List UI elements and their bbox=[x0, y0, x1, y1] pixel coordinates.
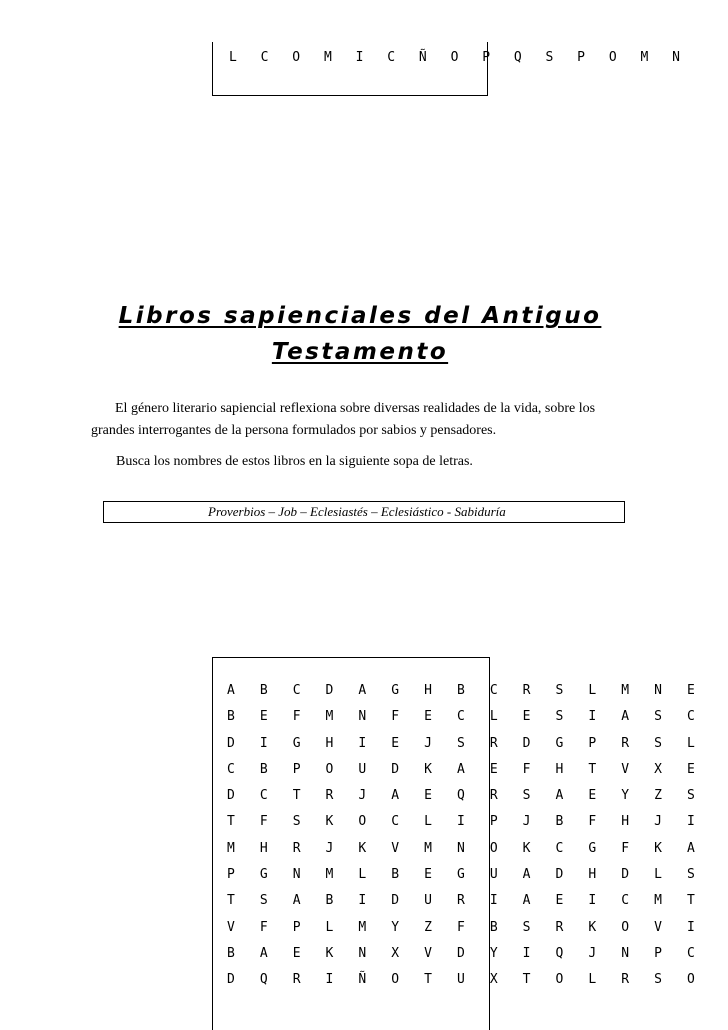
grid-row: C B P O U D K A E F H T V X E bbox=[227, 761, 704, 777]
grid-row: T F S K O C L I P J B F H J I bbox=[227, 814, 704, 830]
word-search-grid-box bbox=[212, 657, 704, 1030]
title-line-1: Libros sapienciales del Antiguo bbox=[118, 303, 602, 329]
grid-row: M H R J K V M N O K C G F K A bbox=[227, 840, 704, 856]
instruction-text: Busca los nombres de estos libros en la siguiente sopa de letras. bbox=[116, 454, 473, 469]
grid-row: D Q R I Ñ O T U X T O L R S O bbox=[227, 972, 704, 988]
page-title bbox=[100, 298, 620, 370]
grid-row: D I G H I E J S R D G P R S L bbox=[227, 735, 704, 751]
word-search-grid bbox=[227, 678, 703, 994]
word-list: Proverbios – Job – Eclesiastés – Eclesiástico - Sabiduría bbox=[208, 504, 506, 519]
intro-paragraph-block bbox=[91, 398, 631, 442]
grid-row: B A E K N X V D Y I Q J N P C bbox=[227, 945, 704, 961]
grid-row: P G N M L B E G U A D H D L S bbox=[227, 867, 704, 883]
grid-row: V F P L M Y Z F B S R K O V I bbox=[227, 919, 704, 935]
grid-row: T S A B I D U R I A E I C M T bbox=[227, 893, 704, 909]
grid-row: A B C D A G H B C R S L M N E bbox=[227, 683, 704, 698]
intro-paragraph: El género literario sapiencial reflexiona sobre diversas realidades de la vida, sobre los grandes interrogantes de la persona formulados por sabios y pensadores. bbox=[91, 401, 596, 438]
word-list-box bbox=[103, 501, 625, 523]
top-letter-box bbox=[212, 42, 688, 96]
grid-row: B E F M N F E C L E S I A S C bbox=[227, 709, 704, 725]
title-line-2: Testamento bbox=[271, 339, 449, 365]
grid-row: D C T R J A E Q R S A E Y Z S bbox=[227, 788, 704, 804]
top-letter-row: L C O M I C Ñ O P Q S P O M N bbox=[229, 50, 688, 65]
